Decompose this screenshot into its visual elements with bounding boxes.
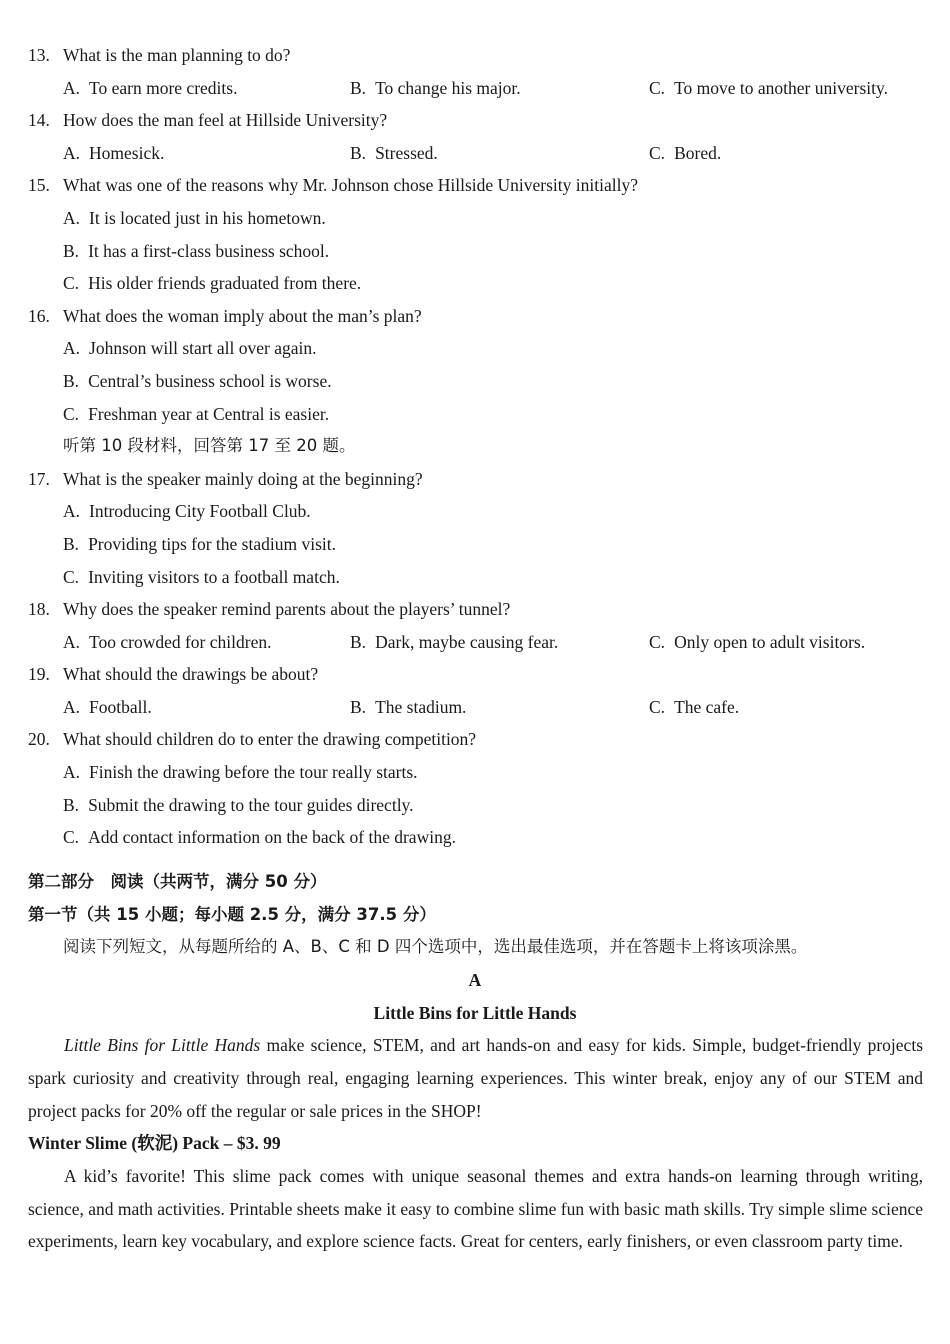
option-b: B. It has a first-class business school. bbox=[63, 240, 330, 261]
question-18 bbox=[0, 593, 950, 626]
options-18 bbox=[0, 626, 950, 659]
option-c: C. The cafe. bbox=[649, 696, 740, 717]
option-a: A. Finish the drawing before the tour really starts. bbox=[63, 762, 418, 783]
option-c: C. Freshman year at Central is easier. bbox=[63, 403, 330, 424]
option-c: C. Bored. bbox=[649, 142, 722, 163]
question-text: What is the speaker mainly doing at the beginning? bbox=[63, 468, 423, 489]
option-b: B. Submit the drawing to the tour guides directly. bbox=[63, 794, 414, 815]
question-text: What was one of the reasons why Mr. Johnson chose Hillside University initially? bbox=[63, 175, 638, 196]
part2-title: 第二部分 阅读（共两节，满分 50 分） bbox=[28, 871, 327, 891]
option-a: A. Too crowded for children. bbox=[63, 631, 272, 652]
question-text: What should the drawings be about? bbox=[63, 664, 319, 685]
option-a: A. Football. bbox=[63, 696, 152, 717]
option-b: B. Dark, maybe causing fear. bbox=[350, 631, 559, 652]
question-number: 18. bbox=[28, 599, 50, 620]
options-19 bbox=[0, 691, 950, 724]
exam-page bbox=[0, 39, 950, 1258]
question-17 bbox=[0, 463, 950, 496]
option-c: C. Add contact information on the back of the drawing. bbox=[63, 827, 456, 848]
passage-title: Little Bins for Little Hands bbox=[373, 1002, 577, 1023]
option-a: A. It is located just in his hometown. bbox=[63, 207, 326, 228]
option-a: A. To earn more credits. bbox=[63, 77, 238, 98]
question-number: 16. bbox=[28, 305, 50, 326]
option-b: B. Central’s business school is worse. bbox=[63, 370, 332, 391]
question-text: What does the woman imply about the man’s plan? bbox=[63, 305, 422, 326]
reading-instruction: 阅读下列短文，从每题所给的 A、B、C 和 D 四个选项中，选出最佳选项，并在答题卡上将该项涂黑。 bbox=[63, 937, 808, 957]
question-number: 17. bbox=[28, 468, 50, 489]
option-b: B. Providing tips for the stadium visit. bbox=[63, 533, 336, 554]
question-14 bbox=[0, 104, 950, 137]
question-16 bbox=[0, 300, 950, 333]
option-c: C. His older friends graduated from there. bbox=[63, 273, 362, 294]
question-text: How does the man feel at Hillside University? bbox=[63, 110, 388, 131]
option-b: B. The stadium. bbox=[350, 696, 467, 717]
question-13 bbox=[0, 39, 950, 72]
passage-intro: Little Bins for Little Hands make science, STEM, and art hands-on and easy for kids. Simple, budget-friendly projects spark curiosity and creativity through real, engaging learning experiences. This winter break, enjoy any of our STEM and project packs for 20% off the regular or sale prices in the SHOP! bbox=[28, 1035, 924, 1121]
option-a: A. Introducing City Football Club. bbox=[63, 501, 311, 522]
item1-heading: Winter Slime (软泥) Pack – $3. 99 bbox=[28, 1133, 281, 1154]
option-c: C. Inviting visitors to a football match. bbox=[63, 566, 340, 587]
question-text: What is the man planning to do? bbox=[63, 45, 291, 65]
question-text: What should children do to enter the drawing competition? bbox=[63, 729, 477, 750]
option-a: A. Johnson will start all over again. bbox=[63, 338, 317, 359]
question-19 bbox=[0, 658, 950, 691]
option-b: B. Stressed. bbox=[350, 142, 438, 163]
question-15 bbox=[0, 169, 950, 202]
passage-letter: A bbox=[468, 969, 482, 990]
options-14 bbox=[0, 137, 950, 170]
question-number: 20. bbox=[28, 729, 50, 750]
option-c: C. Only open to adult visitors. bbox=[649, 631, 866, 652]
section1-title: 第一节（共 15 小题；每小题 2.5 分，满分 37.5 分） bbox=[28, 904, 436, 924]
listening-instruction: 听第 10 段材料，回答第 17 至 20 题。 bbox=[63, 436, 356, 456]
question-number: 15. bbox=[28, 175, 50, 196]
reading-section bbox=[0, 866, 950, 1258]
option-c: C. To move to another university. bbox=[649, 77, 888, 98]
question-20 bbox=[0, 723, 950, 756]
options-13 bbox=[0, 72, 950, 105]
question-number: 13. bbox=[28, 45, 50, 65]
option-b: B. To change his major. bbox=[350, 77, 521, 98]
option-a: A. Homesick. bbox=[63, 142, 165, 163]
item1-text: A kid’s favorite! This slime pack comes with unique seasonal themes and extra hands-on learning through writing, science, and math activities. Printable sheets make it easy to combine slime fun with basic math skills. Try simple slime science experiments, learn key vocabulary, and explore science facts. Great for centers, early finishers, or even classroom party time. bbox=[28, 1166, 923, 1252]
question-number: 19. bbox=[28, 664, 50, 685]
question-number: 14. bbox=[28, 110, 50, 131]
question-text: Why does the speaker remind parents about the players’ tunnel? bbox=[63, 599, 511, 620]
